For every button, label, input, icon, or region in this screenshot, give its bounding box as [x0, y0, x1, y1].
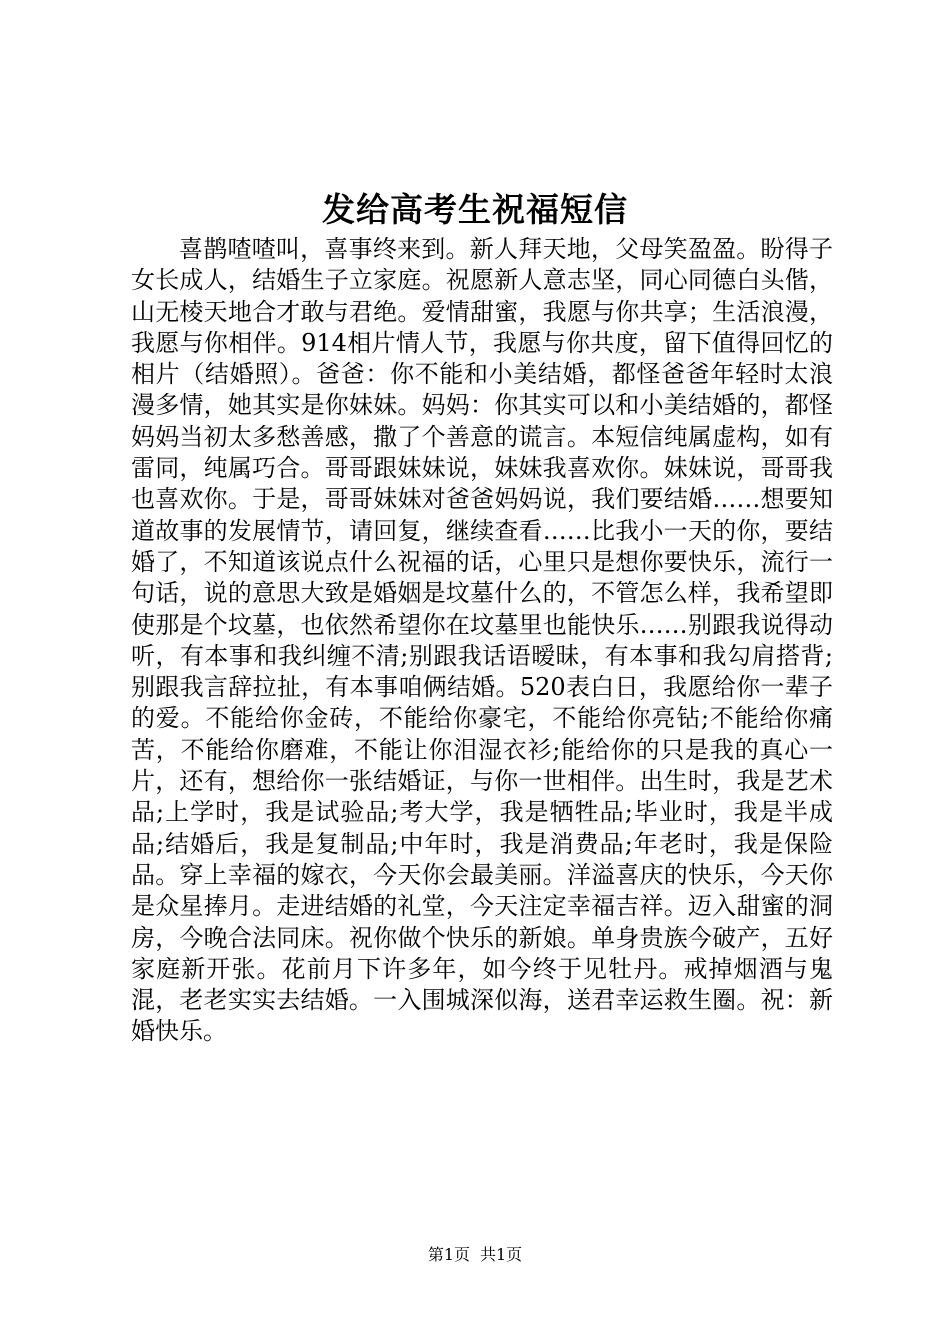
page-number-current: 第1页 [427, 1245, 470, 1264]
document-title: 发给高考生祝福短信 [322, 190, 628, 229]
page-footer [0, 1244, 950, 1266]
page-number-total: 共1页 [480, 1245, 523, 1264]
document-body-paragraph: 喜鹊喳喳叫，喜事终来到。新人拜天地，父母笑盈盈。盼得子女长成人，结婚生子立家庭。祝愿新人意志坚，同心同德白头偕，山无棱天地合才敢与君绝。爱情甜蜜，我愿与你共享；生活浪漫，我愿与你相伴。914相片情人节，我愿与你共度，留下值得回忆的相片（结婚照）。爸爸：你不能和小美结婚，都怪爸爸年轻时太浪漫多情，她其实是你妹妹。妈妈：你其实可以和小美结婚的，都怪妈妈当初太多愁善感，撒了个善意的谎言。本短信纯属虚构，如有雷同，纯属巧合。哥哥跟妹妹说，妹妹我喜欢你。妹妹说，哥哥我也喜欢你。于是，哥哥妹妹对爸爸妈妈说，我们要结婚……想要知道故事的发展情节，请回复，继续查看……比我小一天的你，要结婚了，不知道该说点什么祝福的话，心里只是想你要快乐，流行一句话，说的意思大致是婚姻是坟墓什么的，不管怎么样，我希望即使那是个坟墓，也依然希望你在坟墓里也能快乐……别跟我说得动听，有本事和我纠缠不清;别跟我话语暧昧，有本事和我勾肩搭背;别跟我言辞拉扯，有本事咱俩结婚。520表白日，我愿给你一辈子的爱。不能给你金砖，不能给你豪宅，不能给你亮钻;不能给你痛苦，不能给你磨难，不能让你泪湿衣衫;能给你的只是我的真心一片，还有，想给你一张结婚证，与你一世相伴。出生时，我是艺术品;上学时，我是试验品;考大学，我是牺牲品;毕业时，我是半成品;结婚后，我是复制品;中年时，我是消费品;年老时，我是保险品。穿上幸福的嫁衣，今天你会最美丽。洋溢喜庆的快乐，今天你是众星捧月。走进结婚的礼堂，今天注定幸福吉祥。迈入甜蜜的洞房，今晚合法同床。祝你做个快乐的新娘。单身贵族今破产，五好家庭新开张。花前月下许多年，如今终于见牡丹。戒掉烟酒与鬼混，老老实实去结婚。一入围城深似海，送君幸运救生圈。祝：新婚快乐。 [131, 235, 833, 1046]
